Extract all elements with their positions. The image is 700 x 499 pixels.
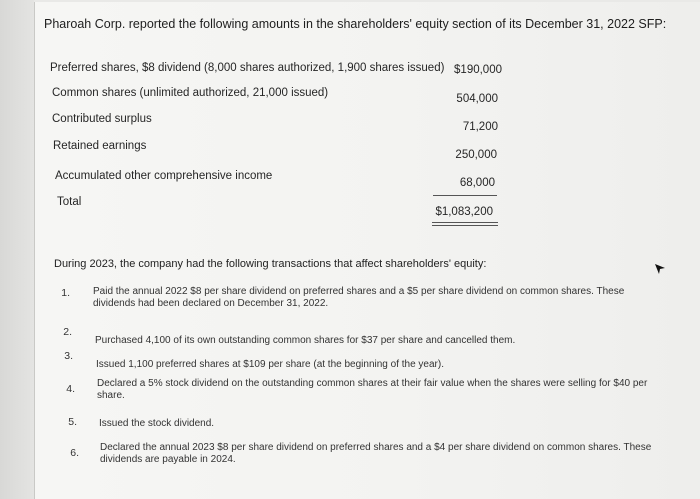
equity-label-preferred: Preferred shares, $8 dividend (8,000 shares authorized, 1,900 shares issued) (50, 62, 445, 74)
equity-amount-retained-earnings: 250,000 (455, 149, 497, 161)
transaction-text-3: Issued 1,100 preferred shares at $109 per share (at the beginning of the year). (96, 359, 444, 370)
subtotal-rule (433, 195, 497, 196)
total-double-rule-2 (432, 225, 498, 226)
equity-label-common: Common shares (unlimited authorized, 21,000 issued) (52, 87, 329, 99)
total-double-rule (432, 222, 498, 223)
equity-label-contributed-surplus: Contributed surplus (52, 113, 152, 125)
transaction-text-4: Declared a 5% stock dividend on the outstanding common shares at their fair value when the shares were selling for $40 per share. (97, 378, 648, 401)
equity-amount-aoci: 68,000 (459, 177, 495, 189)
intro-text: Pharoah Corp. reported the following amounts in the shareholders' equity section of its December 31, 2022 SFP: (44, 17, 667, 31)
page-edge (0, 0, 34, 499)
equity-label-total: Total (57, 196, 82, 208)
equity-label-retained-earnings: Retained earnings (53, 140, 147, 152)
equity-amount-preferred: $190,000 (454, 64, 502, 76)
transaction-text-1: Paid the annual 2022 $8 per share dividend on preferred shares and a $5 per share dividend on common shares. These dividends had been declared on December 31, 2022. (93, 286, 625, 309)
mouse-pointer-icon (654, 263, 666, 275)
transaction-number-3: 3. (64, 350, 73, 362)
transaction-number-2: 2. (63, 326, 72, 338)
transaction-number-5: 5. (68, 416, 77, 428)
equity-amount-total: $1,083,200 (435, 206, 493, 218)
equity-label-aoci: Accumulated other comprehensive income (55, 170, 273, 182)
equity-amount-common: 504,000 (456, 93, 498, 105)
transaction-number-4: 4. (66, 383, 75, 395)
equity-amount-contributed-surplus: 71,200 (462, 121, 498, 133)
transaction-text-5: Issued the stock dividend. (99, 418, 215, 429)
transaction-number-1: 1. (61, 287, 70, 299)
transaction-text-6: Declared the annual 2023 $8 per share dividend on preferred shares and a $4 per share dividend on common shares. These dividends are payable in 2024. (100, 442, 652, 465)
transactions-intro: During 2023, the company had the following transactions that affect shareholders' equity: (54, 258, 487, 270)
transaction-number-6: 6. (70, 447, 79, 459)
transaction-text-2: Purchased 4,100 of its own outstanding common shares for $37 per share and cancelled them. (95, 335, 516, 346)
